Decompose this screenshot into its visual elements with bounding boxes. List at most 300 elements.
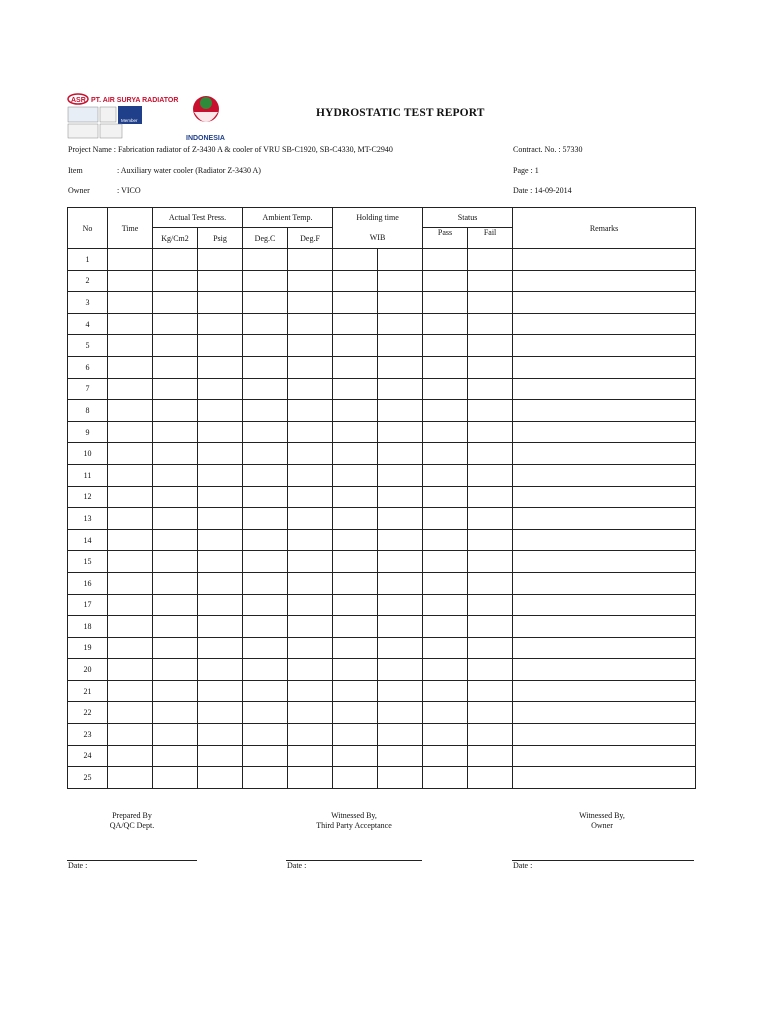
table-cell <box>288 572 333 594</box>
table-cell <box>288 292 333 314</box>
table-cell <box>288 313 333 335</box>
table-cell <box>333 572 378 594</box>
table-cell <box>423 443 468 465</box>
table-row <box>68 356 696 378</box>
table-cell <box>423 659 468 681</box>
table-cell <box>423 508 468 530</box>
table-cell <box>468 400 513 422</box>
table-row <box>68 443 696 465</box>
table-cell <box>513 313 696 335</box>
witness-owner-label: Witnessed By, <box>579 811 625 820</box>
table-cell <box>333 313 378 335</box>
table-cell <box>243 745 288 767</box>
table-cell <box>333 551 378 573</box>
row-number: 4 <box>68 313 108 335</box>
table-cell <box>198 572 243 594</box>
header-psig: Psig <box>198 228 243 249</box>
table-cell <box>198 724 243 746</box>
logo-country-text: INDONESIA <box>186 135 225 142</box>
table-cell <box>378 270 423 292</box>
table-cell <box>513 486 696 508</box>
table-cell <box>333 292 378 314</box>
table-cell <box>198 421 243 443</box>
table-cell <box>108 443 153 465</box>
table-cell <box>153 292 198 314</box>
page-number: Page : 1 <box>513 166 539 175</box>
table-row <box>68 637 696 659</box>
table-cell <box>243 724 288 746</box>
table-cell <box>108 702 153 724</box>
row-number: 13 <box>68 508 108 530</box>
table-cell <box>108 659 153 681</box>
table-cell <box>243 378 288 400</box>
table-cell <box>423 551 468 573</box>
header-deg-c: Deg.C <box>243 228 288 249</box>
table-cell <box>333 356 378 378</box>
table-cell <box>153 464 198 486</box>
table-row <box>68 313 696 335</box>
table-cell <box>333 378 378 400</box>
table-cell <box>468 443 513 465</box>
table-cell <box>243 421 288 443</box>
table-cell <box>198 356 243 378</box>
table-cell <box>468 249 513 271</box>
table-cell <box>333 443 378 465</box>
owner-value: : VICO <box>117 186 141 195</box>
row-number: 20 <box>68 659 108 681</box>
table-cell <box>288 400 333 422</box>
table-cell <box>513 270 696 292</box>
table-cell <box>288 421 333 443</box>
row-number: 9 <box>68 421 108 443</box>
header-remarks: Remarks <box>513 208 696 249</box>
table-cell <box>198 443 243 465</box>
row-number: 3 <box>68 292 108 314</box>
row-number: 2 <box>68 270 108 292</box>
table-cell <box>378 724 423 746</box>
table-cell <box>108 680 153 702</box>
table-cell <box>468 637 513 659</box>
table-cell <box>378 421 423 443</box>
table-cell <box>153 594 198 616</box>
table-cell <box>288 637 333 659</box>
table-cell <box>378 637 423 659</box>
table-cell <box>198 767 243 789</box>
table-cell <box>423 486 468 508</box>
table-cell <box>153 443 198 465</box>
table-cell <box>333 508 378 530</box>
row-number: 25 <box>68 767 108 789</box>
row-number: 15 <box>68 551 108 573</box>
table-row <box>68 249 696 271</box>
table-cell <box>513 572 696 594</box>
table-cell <box>198 616 243 638</box>
table-cell <box>513 356 696 378</box>
table-cell <box>423 680 468 702</box>
table-cell <box>333 400 378 422</box>
table-cell <box>513 443 696 465</box>
table-cell <box>153 313 198 335</box>
header-holding-time: Holding time <box>333 208 423 228</box>
table-row <box>68 572 696 594</box>
table-cell <box>153 400 198 422</box>
row-number: 14 <box>68 529 108 551</box>
item-label: Item <box>68 166 83 175</box>
table-cell <box>198 378 243 400</box>
prepared-by-dept: QA/QC Dept. <box>109 821 155 830</box>
table-cell <box>288 270 333 292</box>
date-label-owner: Date : <box>513 861 533 870</box>
table-cell <box>333 702 378 724</box>
table-cell <box>423 637 468 659</box>
table-cell <box>243 356 288 378</box>
table-cell <box>513 724 696 746</box>
table-cell <box>333 464 378 486</box>
table-cell <box>198 659 243 681</box>
row-number: 5 <box>68 335 108 357</box>
table-cell <box>288 724 333 746</box>
logo-company-name: PT. AIR SURYA RADIATOR <box>91 97 179 104</box>
table-cell <box>153 529 198 551</box>
table-cell <box>243 292 288 314</box>
table-cell <box>243 594 288 616</box>
project-value: Fabrication radiator of Z-3430 A & cooler of VRU SB-C1920, SB-C4330, MT-C2940 <box>117 145 393 154</box>
owner-label: Owner <box>68 186 90 195</box>
table-cell <box>423 724 468 746</box>
table-cell <box>198 508 243 530</box>
row-number: 21 <box>68 680 108 702</box>
table-cell <box>153 356 198 378</box>
table-cell <box>378 594 423 616</box>
logo-badge-text: ASR <box>71 97 86 104</box>
table-cell <box>108 400 153 422</box>
row-number: 22 <box>68 702 108 724</box>
table-cell <box>378 356 423 378</box>
table-cell <box>423 745 468 767</box>
table-row <box>68 464 696 486</box>
table-row <box>68 529 696 551</box>
table-cell <box>513 659 696 681</box>
table-row <box>68 680 696 702</box>
table-cell <box>468 616 513 638</box>
table-cell <box>153 249 198 271</box>
table-cell <box>243 637 288 659</box>
table-cell <box>243 270 288 292</box>
table-cell <box>288 529 333 551</box>
table-cell <box>468 508 513 530</box>
table-cell <box>288 335 333 357</box>
witness-owner-block <box>552 811 652 831</box>
table-cell <box>513 767 696 789</box>
table-cell <box>423 313 468 335</box>
table-cell <box>153 378 198 400</box>
table-cell <box>288 378 333 400</box>
table-cell <box>513 249 696 271</box>
table-cell <box>468 572 513 594</box>
table-row <box>68 486 696 508</box>
row-number: 19 <box>68 637 108 659</box>
table-cell <box>108 594 153 616</box>
table-cell <box>198 745 243 767</box>
table-cell <box>108 767 153 789</box>
table-cell <box>513 702 696 724</box>
table-cell <box>378 745 423 767</box>
table-cell <box>513 616 696 638</box>
signature-line-third-party <box>286 860 422 861</box>
table-cell <box>243 529 288 551</box>
table-row <box>68 616 696 638</box>
table-cell <box>333 767 378 789</box>
table-cell <box>468 378 513 400</box>
table-cell <box>333 724 378 746</box>
table-cell <box>198 270 243 292</box>
table-cell <box>108 313 153 335</box>
table-cell <box>108 270 153 292</box>
table-cell <box>333 270 378 292</box>
table-cell <box>243 443 288 465</box>
header-actual-test-press: Actual Test Press. <box>153 208 243 228</box>
table-cell <box>513 464 696 486</box>
header-ambient-temp: Ambient Temp. <box>243 208 333 228</box>
table-cell <box>468 745 513 767</box>
table-cell <box>108 356 153 378</box>
row-number: 7 <box>68 378 108 400</box>
date-label-prepared: Date : <box>68 861 88 870</box>
table-cell <box>198 292 243 314</box>
signature-line-owner <box>512 860 694 861</box>
table-cell <box>423 616 468 638</box>
table-cell <box>198 486 243 508</box>
table-row <box>68 292 696 314</box>
table-cell <box>153 767 198 789</box>
table-cell <box>288 443 333 465</box>
table-cell <box>378 249 423 271</box>
report-title: HYDROSTATIC TEST REPORT <box>316 107 485 119</box>
table-cell <box>198 551 243 573</box>
table-cell <box>513 421 696 443</box>
table-cell <box>468 680 513 702</box>
table-cell <box>378 508 423 530</box>
table-cell <box>153 551 198 573</box>
table-row <box>68 551 696 573</box>
table-cell <box>333 637 378 659</box>
table-cell <box>243 249 288 271</box>
table-cell <box>513 400 696 422</box>
table-cell <box>243 486 288 508</box>
table-cell <box>378 335 423 357</box>
table-cell <box>198 594 243 616</box>
table-cell <box>378 378 423 400</box>
table-cell <box>378 464 423 486</box>
header-kgcm2: Kg/Cm2 <box>153 228 198 249</box>
table-cell <box>153 702 198 724</box>
table-cell <box>423 335 468 357</box>
table-row <box>68 335 696 357</box>
table-cell <box>423 292 468 314</box>
table-cell <box>423 529 468 551</box>
row-number: 23 <box>68 724 108 746</box>
table-cell <box>243 680 288 702</box>
table-cell <box>468 702 513 724</box>
table-row <box>68 594 696 616</box>
table-cell <box>243 767 288 789</box>
table-cell <box>378 529 423 551</box>
table-cell <box>243 400 288 422</box>
table-cell <box>378 767 423 789</box>
table-cell <box>468 529 513 551</box>
table-cell <box>243 313 288 335</box>
table-cell <box>198 464 243 486</box>
table-cell <box>108 508 153 530</box>
table-cell <box>153 724 198 746</box>
table-cell <box>378 292 423 314</box>
header-time: Time <box>108 208 153 249</box>
row-number: 11 <box>68 464 108 486</box>
test-table <box>67 207 696 789</box>
header-pass: Pass <box>423 228 468 249</box>
table-cell <box>378 702 423 724</box>
table-cell <box>423 767 468 789</box>
table-cell <box>513 378 696 400</box>
table-cell <box>288 680 333 702</box>
table-cell <box>423 378 468 400</box>
table-cell <box>198 313 243 335</box>
table-cell <box>468 659 513 681</box>
table-row <box>68 724 696 746</box>
table-cell <box>108 572 153 594</box>
table-cell <box>423 464 468 486</box>
table-cell <box>108 616 153 638</box>
table-cell <box>468 356 513 378</box>
table-cell <box>108 335 153 357</box>
table-cell <box>108 529 153 551</box>
table-cell <box>423 702 468 724</box>
row-number: 6 <box>68 356 108 378</box>
table-cell <box>288 508 333 530</box>
table-cell <box>468 270 513 292</box>
row-number: 8 <box>68 400 108 422</box>
table-cell <box>513 335 696 357</box>
table-cell <box>423 400 468 422</box>
row-number: 12 <box>68 486 108 508</box>
table-cell <box>468 724 513 746</box>
company-logo <box>66 92 244 142</box>
row-number: 1 <box>68 249 108 271</box>
table-cell <box>468 335 513 357</box>
table-cell <box>468 551 513 573</box>
row-number: 18 <box>68 616 108 638</box>
table-cell <box>153 508 198 530</box>
table-row <box>68 745 696 767</box>
header-status: Status <box>423 208 513 228</box>
table-cell <box>153 270 198 292</box>
table-cell <box>378 551 423 573</box>
table-cell <box>423 572 468 594</box>
company-logo-graphic <box>66 92 244 142</box>
table-body <box>68 249 696 789</box>
header-deg-f: Deg.F <box>288 228 333 249</box>
table-row <box>68 400 696 422</box>
table-cell <box>153 486 198 508</box>
table-cell <box>243 464 288 486</box>
row-number: 16 <box>68 572 108 594</box>
table-cell <box>198 680 243 702</box>
table-cell <box>288 356 333 378</box>
table-cell <box>288 594 333 616</box>
table-cell <box>468 464 513 486</box>
table-cell <box>108 637 153 659</box>
table-cell <box>108 724 153 746</box>
table-cell <box>108 421 153 443</box>
row-number: 10 <box>68 443 108 465</box>
table-cell <box>288 249 333 271</box>
table-cell <box>153 745 198 767</box>
table-cell <box>288 702 333 724</box>
table-cell <box>288 486 333 508</box>
table-cell <box>468 767 513 789</box>
table-cell <box>108 378 153 400</box>
table-cell <box>198 249 243 271</box>
table-cell <box>153 616 198 638</box>
table-cell <box>513 594 696 616</box>
table-cell <box>513 508 696 530</box>
table-cell <box>333 680 378 702</box>
table-cell <box>288 659 333 681</box>
table-cell <box>153 421 198 443</box>
table-cell <box>153 659 198 681</box>
table-row <box>68 421 696 443</box>
table-row <box>68 767 696 789</box>
item-value: : Auxiliary water cooler (Radiator Z-3430 A) <box>117 166 261 175</box>
witness-third-party-label: Witnessed By, <box>331 811 377 820</box>
table-cell <box>288 464 333 486</box>
project-name-line <box>68 145 393 154</box>
table-cell <box>108 745 153 767</box>
table-cell <box>288 767 333 789</box>
table-cell <box>378 313 423 335</box>
table-cell <box>378 572 423 594</box>
witness-third-party-role: Third Party Acceptance <box>316 821 392 830</box>
table-cell <box>243 702 288 724</box>
witness-owner-role: Owner <box>591 821 613 830</box>
table-cell <box>513 529 696 551</box>
table-cell <box>468 594 513 616</box>
prepared-by-label: Prepared By <box>112 811 152 820</box>
table-cell <box>333 335 378 357</box>
logo-member-text: Member <box>121 118 138 123</box>
table-cell <box>513 637 696 659</box>
contract-number: Contract. No. : 57330 <box>513 145 583 154</box>
table-cell <box>108 464 153 486</box>
table-cell <box>468 421 513 443</box>
table-cell <box>378 680 423 702</box>
table-cell <box>423 421 468 443</box>
table-cell <box>333 659 378 681</box>
row-number: 24 <box>68 745 108 767</box>
table-cell <box>243 659 288 681</box>
row-number: 17 <box>68 594 108 616</box>
table-cell <box>333 529 378 551</box>
table-cell <box>513 551 696 573</box>
header-fail: Fail <box>468 228 513 249</box>
table-row <box>68 270 696 292</box>
table-cell <box>288 745 333 767</box>
table-cell <box>198 529 243 551</box>
table-cell <box>198 335 243 357</box>
table-cell <box>288 551 333 573</box>
table-cell <box>333 594 378 616</box>
table-cell <box>333 249 378 271</box>
